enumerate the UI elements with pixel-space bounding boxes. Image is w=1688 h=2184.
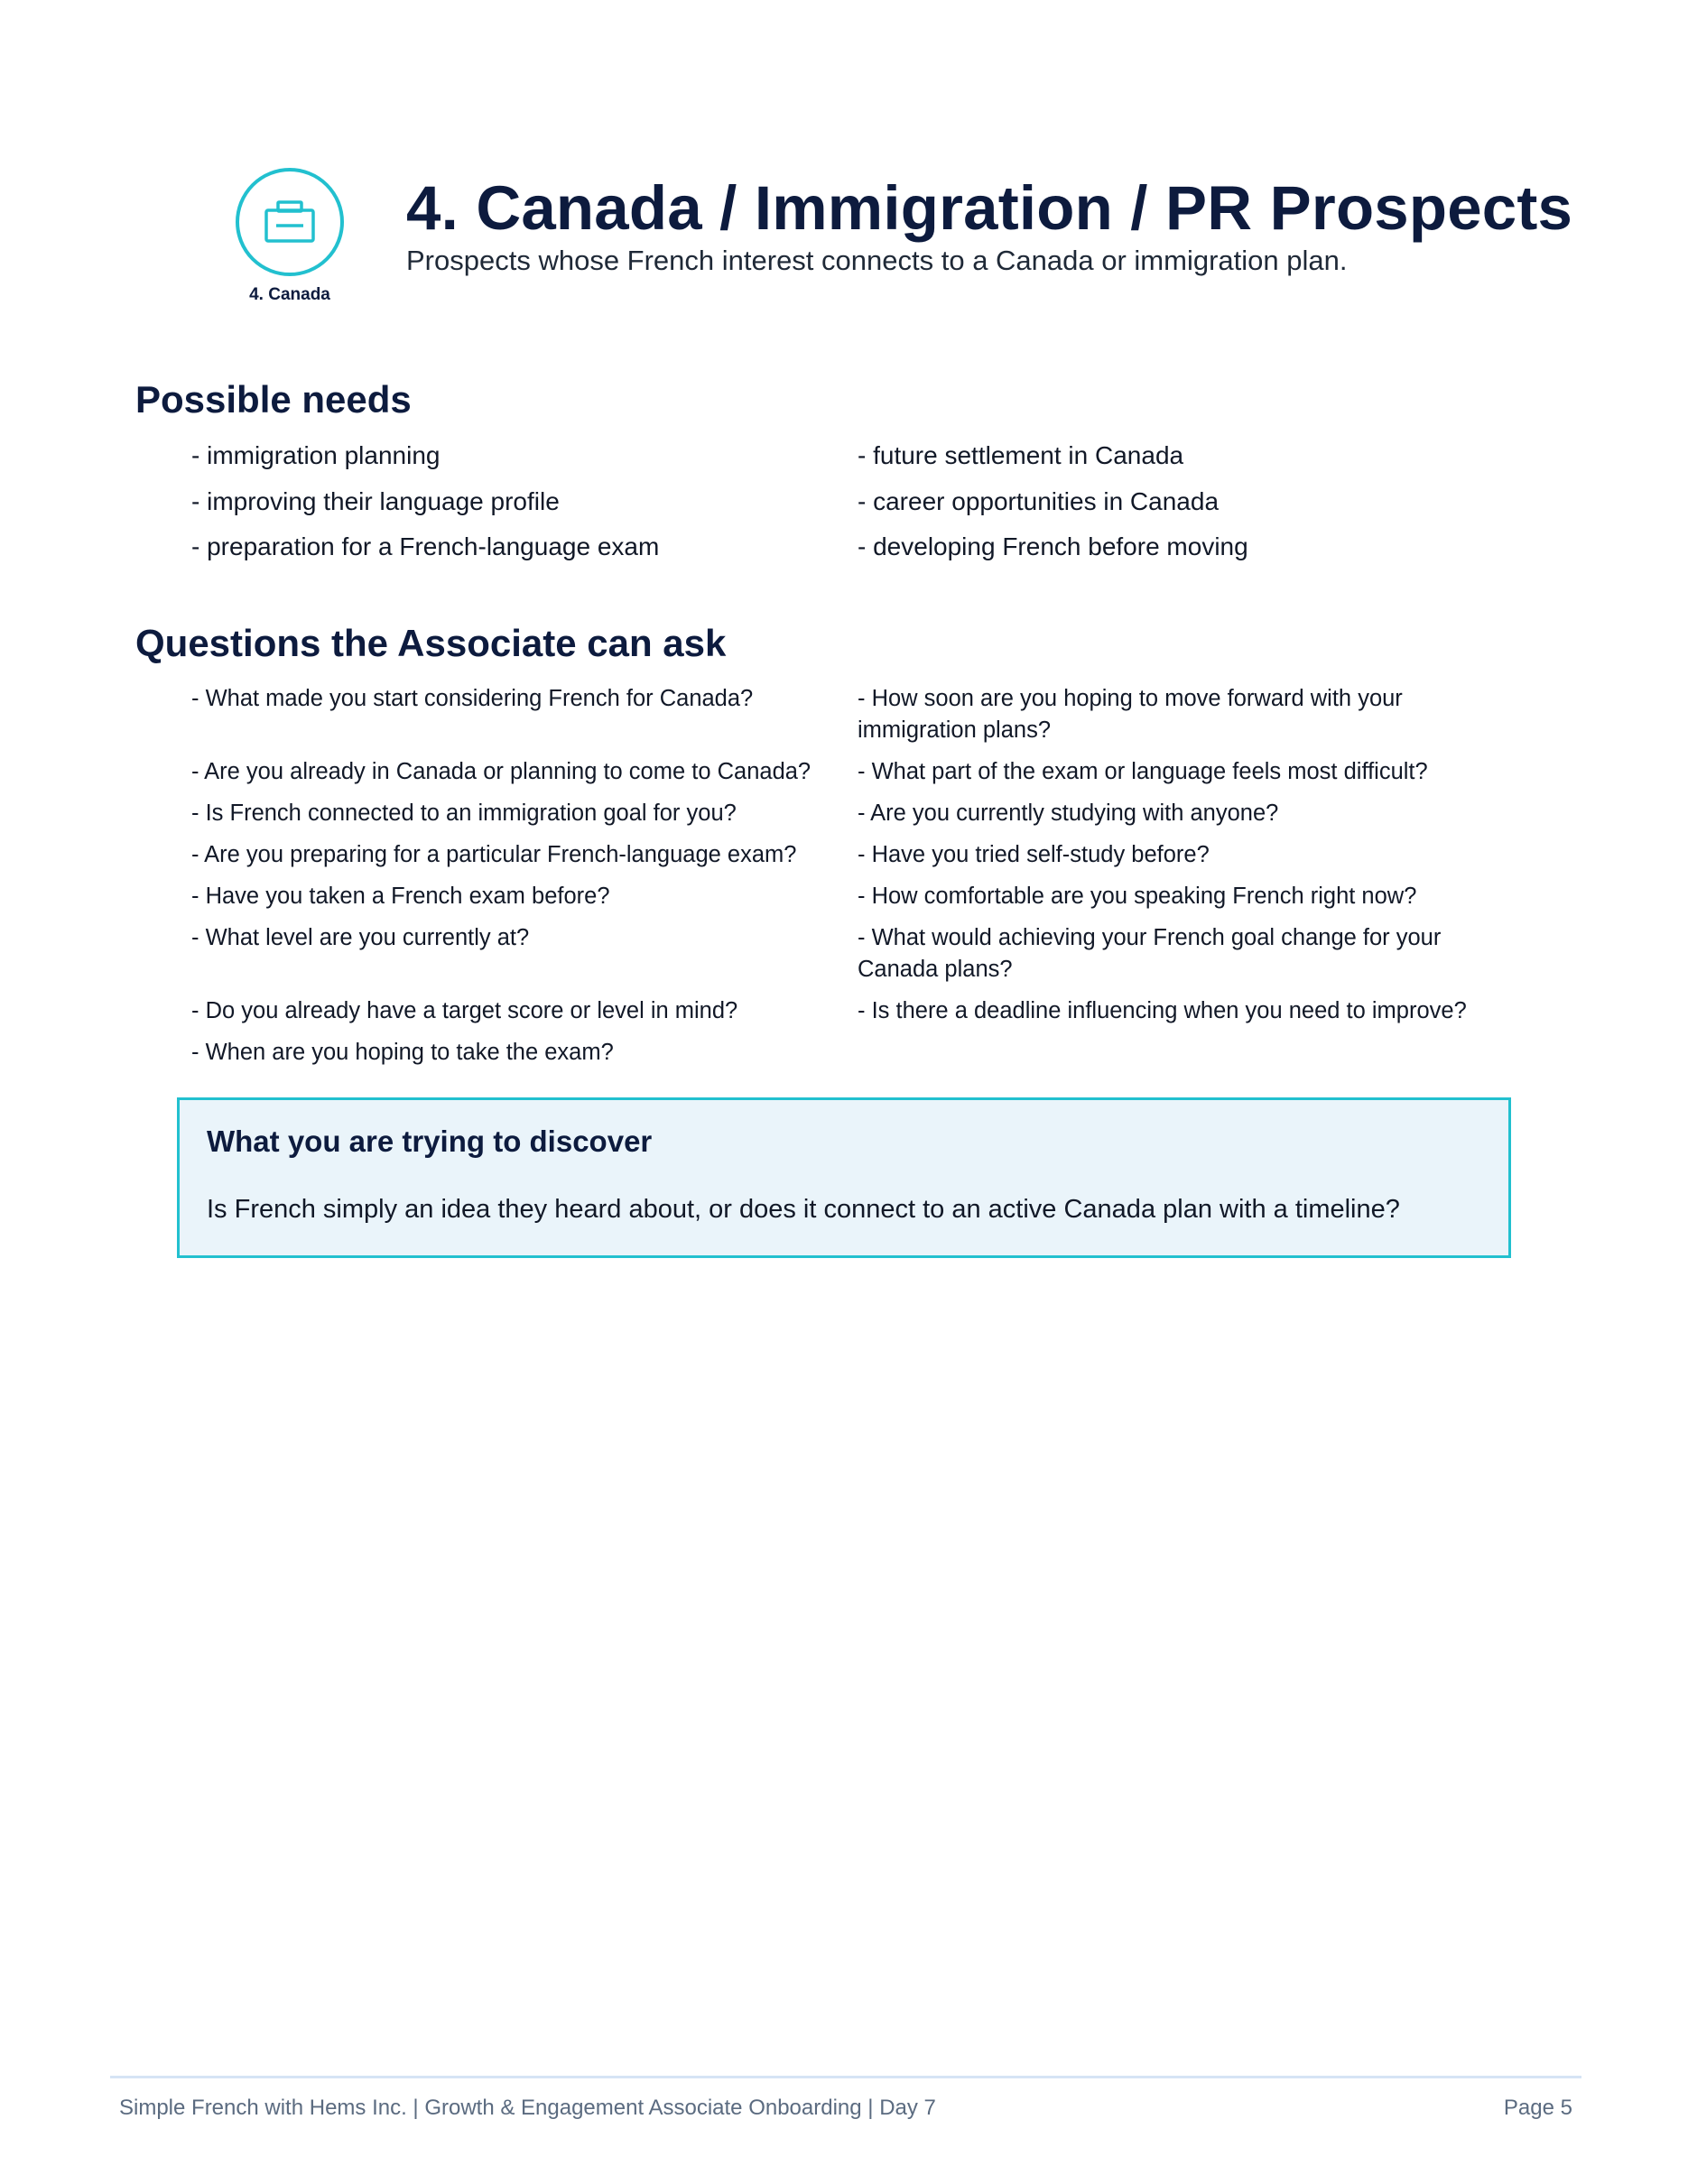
needs-list [191, 440, 1518, 577]
question-item: - What part of the exam or language feels most difficult? [858, 759, 1428, 784]
page-subtitle: Prospects whose French interest connects to a Canada or immigration plan. [406, 245, 1348, 276]
question-item: - What level are you currently at? [191, 925, 530, 950]
question-item: - When are you hoping to take the exam? [191, 1040, 614, 1065]
need-item: - improving their language profile [191, 486, 560, 515]
question-item: - Are you preparing for a particular French-language exam? [191, 842, 797, 867]
question-item: - Have you tried self-study before? [858, 842, 1210, 867]
page-number: Page 5 [1503, 2096, 1572, 2120]
questions-list [191, 683, 1518, 1078]
question-item: - What made you start considering French for Canada? [191, 686, 754, 711]
question-item: - Are you already in Canada or planning to come to Canada? [191, 759, 812, 784]
question-item-empty [858, 1037, 1507, 1078]
needs-heading: Possible needs [135, 378, 412, 421]
need-item: - preparation for a French-language exam [191, 532, 660, 560]
briefcase-icon [236, 168, 344, 276]
question-item: - What would achieving your French goal change for your Canada plans? [858, 925, 1442, 982]
need-item: - future settlement in Canada [858, 441, 1184, 469]
section-icon-block [231, 168, 348, 305]
questions-heading: Questions the Associate can ask [135, 622, 727, 664]
question-item: - Is French connected to an immigration goal for you? [191, 800, 737, 826]
page-title: 4. Canada / Immigration / PR Prospects [406, 173, 1573, 243]
question-item: - Is there a deadline influencing when you need to improve? [858, 998, 1467, 1023]
footer-divider [110, 2076, 1581, 2078]
question-item: - Are you currently studying with anyone? [858, 800, 1279, 826]
need-item: - immigration planning [191, 441, 441, 469]
need-item: - career opportunities in Canada [858, 486, 1220, 515]
icon-label: 4. Canada [249, 285, 330, 304]
discovery-callout [177, 1097, 1511, 1258]
question-item: - Do you already have a target score or level in mind? [191, 998, 738, 1023]
footer-text: Simple French with Hems Inc. | Growth & Engagement Associate Onboarding | Day 7 [119, 2096, 936, 2120]
callout-title: What you are trying to discover [207, 1124, 653, 1158]
question-item: - Have you taken a French exam before? [191, 884, 610, 909]
question-item: - How soon are you hoping to move forward with your immigration plans? [858, 686, 1403, 743]
title-block [406, 173, 1580, 277]
callout-text: Is French simply an idea they heard about, or does it connect to an active Canada plan with a timeline? [207, 1194, 1400, 1224]
question-item: - How comfortable are you speaking French right now? [858, 884, 1417, 909]
need-item: - developing French before moving [858, 532, 1248, 560]
